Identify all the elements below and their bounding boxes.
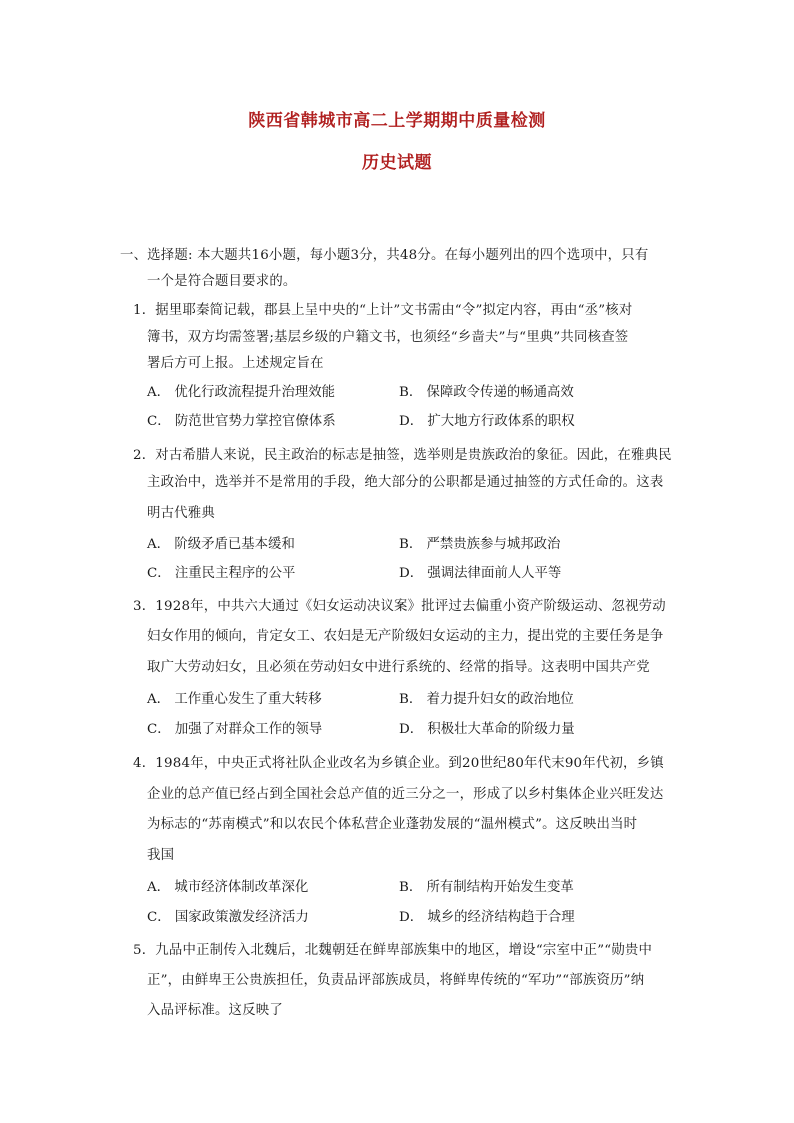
section-heading-line: 一个是符合题目要求的。 [147, 274, 297, 289]
question-3-line: 取广大劳动妇女，且必须在劳动妇女中进行系统的、经常的指导。这表明中国共产党 [147, 660, 650, 675]
question-1-option-a: A． 优化行政流程提升治理效能 [147, 385, 336, 400]
page-title: 陕西省韩城市高二上学期期中质量检测 [248, 111, 546, 131]
question-2-option-b: B． 严禁贵族参与城邦政治 [399, 537, 561, 552]
question-5-line: 入品评标准。这反映了 [147, 1003, 283, 1018]
question-2-line: 明古代雅典 [147, 506, 215, 521]
question-3-option-a: A． 工作重心发生了重大转移 [147, 692, 322, 707]
question-2-line: 主政治中，选举并不是常用的手段，绝大部分的公职都是通过抽签的方式任命的。这表 [147, 475, 664, 490]
page-subtitle: 历史试题 [362, 153, 432, 173]
question-4-line: 为标志的“苏南模式”和以农民个体私营企业蓬勃发展的“温州模式”。这反映出当时 [147, 817, 638, 832]
question-1-option-c: C． 防范世官势力掌控官僚体系 [147, 414, 336, 429]
question-3-option-d: D． 积极壮大革命的阶级力量 [399, 722, 575, 737]
question-4-option-c: C． 国家政策激发经济活力 [147, 910, 309, 925]
question-3-line: 3．1928年，中共六大通过《妇女运动决议案》批评过去偏重小资产阶级运动、忽视劳动 [133, 599, 666, 614]
question-1-line: 簿书，双方均需签署;基层乡级的户籍文书，也须经“乡啬夫”与“里典”共同核查签 [147, 330, 629, 345]
question-2-line: 2．对古希腊人来说，民主政治的标志是抽签，选举则是贵族政治的象征。因此，在雅典民 [133, 448, 672, 463]
question-4-option-b: B． 所有制结构开始发生变革 [399, 880, 574, 895]
question-4-option-d: D． 城乡的经济结构趋于合理 [399, 910, 575, 925]
question-1-option-b: B． 保障政令传递的畅通高效 [399, 385, 574, 400]
question-2-option-c: C． 注重民主程序的公平 [147, 566, 296, 581]
question-4-option-a: A． 城市经济体制改革深化 [147, 880, 309, 895]
question-5-line: 正”，由鲜卑王公贵族担任，负责品评部族成员，将鲜卑传统的“军功”“部族资历”纳 [147, 973, 645, 988]
question-2-option-d: D． 强调法律面前人人平等 [399, 566, 562, 581]
question-1-line: 署后方可上报。上述规定旨在 [147, 356, 324, 371]
question-4-line: 企业的总产值已经占到全国社会总产值的近三分之一，形成了以乡村集体企业兴旺发达 [147, 787, 664, 802]
question-3-line: 妇女作用的倾向，肯定女工、农妇是无产阶级妇女运动的主力，提出党的主要任务是争 [147, 629, 664, 644]
question-5-line: 5．九品中正制传入北魏后，北魏朝廷在鲜卑部族集中的地区，增设“宗室中正”“勋贵中 [133, 943, 653, 958]
question-4-line: 4．1984年，中央正式将社队企业改名为乡镇企业。到20世纪80年代末90年代初，乡镇 [133, 756, 664, 771]
question-4-line: 我国 [147, 848, 175, 863]
question-1-line: 1．据里耶秦简记载，郡县上呈中央的“上计”文书需由“令”拟定内容，再由“丞”核对 [133, 303, 633, 318]
question-2-option-a: A． 阶级矛盾已基本缓和 [147, 537, 295, 552]
question-1-option-d: D． 扩大地方行政体系的职权 [399, 414, 575, 429]
section-heading-line: 一、选择题: 本大题共16小题，每小题3分，共48分。在每小题列出的四个选项中，只有 [120, 248, 649, 263]
question-3-option-c: C． 加强了对群众工作的领导 [147, 722, 323, 737]
question-3-option-b: B． 着力提升妇女的政治地位 [399, 692, 574, 707]
